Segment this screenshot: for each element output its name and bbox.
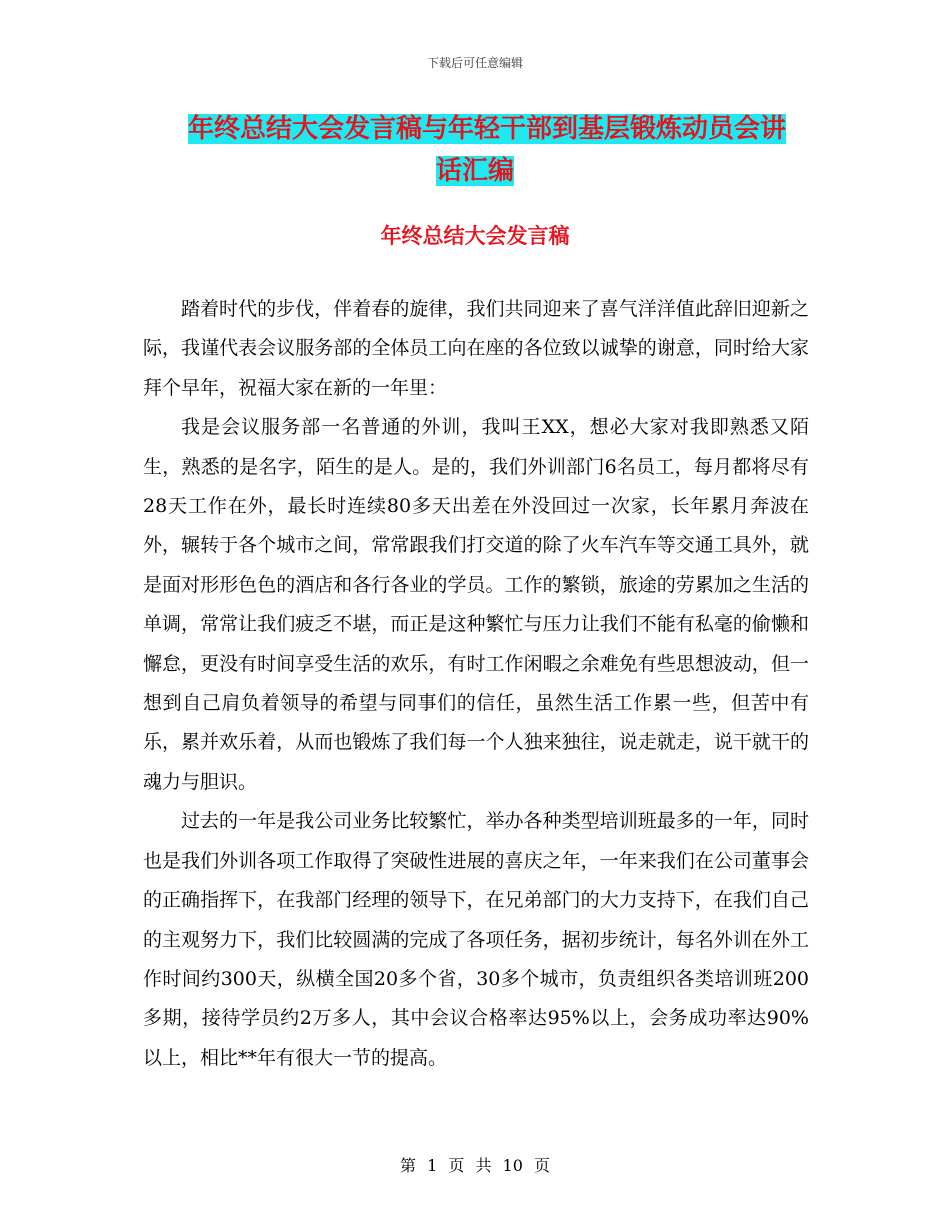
paragraph: 我是会议服务部一名普通的外训，我叫王XX，想必大家对我即熟悉又陌生，熟悉的是名字，陌生的是人。是的，我们外训部门6名员工，每月都将尽有28天工作在外，最长时连续80多天出差在外没回过一次家，长年累月奔波在外，辗转于各个城市之间，常常跟我们打交道的除了火车汽车等交通工具外，就是面对形形色色的酒店和各行各业的学员。工作的繁锁，旅途的劳累加之生活的单调，常常让我们疲乏不堪，而正是这种繁忙与压力让我们不能有私毫的偷懒和懈怠，更没有时间享受生活的欢乐，有时工作闲暇之余难免有些思想波动，但一想到自己肩负着领导的希望与同事们的信任，虽然生活工作累一些，但苦中有乐，累并欢乐着，从而也锻炼了我们每一个人独来独往，说走就走，说干就干的魂力与胆识。 <box>143 416 809 793</box>
paragraph: 过去的一年是我公司业务比较繁忙，举办各种类型培训班最多的一年，同时也是我们外训各项工作取得了突破性进展的喜庆之年，一年来我们在公司董事会的正确指挥下，在我部门经理的领导下，在兄弟部门的大力支持下，在我们自己的主观努力下，我们比较圆满的完成了各项任务，据初步统计，每名外训在外工作时间约300天，纵横全国20多个省，30多个城市，负责组织各类培训班200多期，接待学员约2万多人，其中会议合格率达95%以上，会务成功率达90%以上，相比**年有很大一节的提高。 <box>143 810 809 1069</box>
page-footer: 第 1 页 共 10 页 <box>400 1156 550 1175</box>
section-title: 年终总结大会发言稿 <box>380 224 570 248</box>
document-title-line-1 <box>188 108 806 150</box>
title-highlight-2: 话汇编 <box>435 156 514 186</box>
paragraph: 踏着时代的步伐，伴着春的旋律，我们共同迎来了喜气洋洋值此辞旧迎新之际，我谨代表会议服务部的全体员工向在座的各位致以诚挚的谢意，同时给大家拜个早年，祝福大家在新的一年里： <box>143 298 809 399</box>
title-highlight-1: 年终总结大会发言稿与年轻干部到基层锻炼动员会讲 <box>188 114 787 144</box>
body-text <box>143 290 809 1078</box>
document-title-line-2 <box>0 150 950 192</box>
page-header-note: 下载后可任意编辑 <box>426 56 523 70</box>
